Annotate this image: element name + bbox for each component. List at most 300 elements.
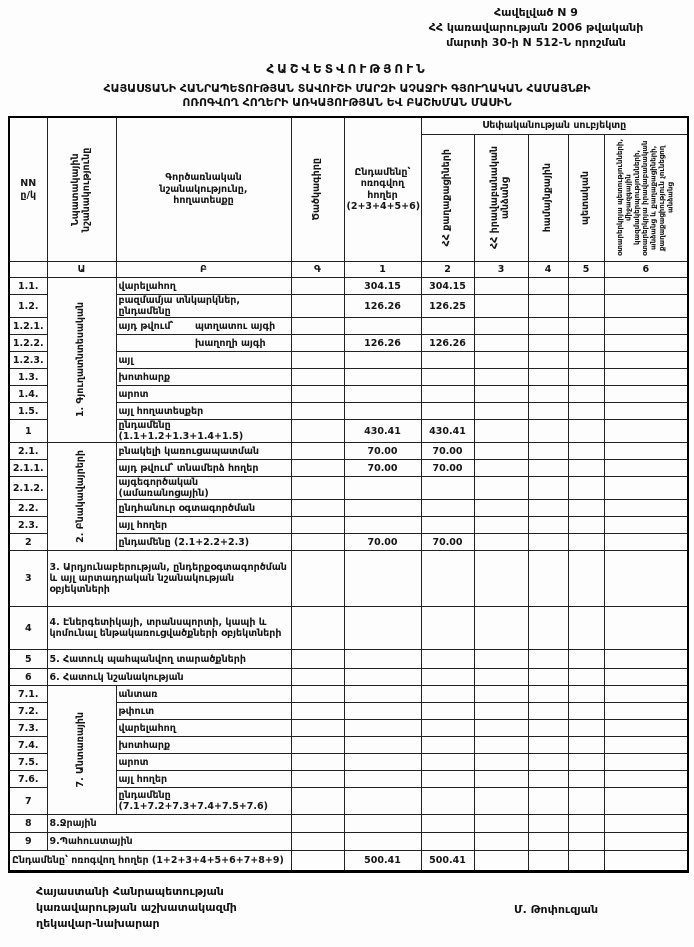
nn-label-line1: NN	[20, 178, 37, 190]
citizens-value-cell	[421, 788, 474, 815]
row-number-cell: 7.3.	[9, 720, 47, 737]
table-row	[9, 815, 688, 833]
row-number-cell: 2.1.	[9, 443, 47, 460]
community-value-cell	[528, 403, 568, 420]
total-irrigated-cell	[344, 815, 421, 833]
community-value-cell	[528, 517, 568, 534]
total-irrigated-cell	[344, 369, 421, 386]
foreign-value-cell	[604, 833, 688, 851]
legal-entities-value-cell	[474, 737, 528, 754]
land-type-label-cell: 8.Ջրային	[47, 815, 291, 833]
code-value-cell	[291, 815, 344, 833]
state-value-cell	[568, 720, 604, 737]
category-group-label: 7. Անտառային	[75, 712, 87, 788]
state-value-cell	[568, 771, 604, 788]
label-left	[119, 338, 196, 349]
total-irrigated-cell: 70.00	[344, 443, 421, 460]
header-nn	[9, 117, 47, 262]
community-value-cell	[528, 815, 568, 833]
total-irrigated-cell	[344, 650, 421, 669]
legal-entities-value-cell	[474, 278, 528, 295]
community-value-cell	[528, 335, 568, 352]
state-value-cell	[568, 460, 604, 477]
foreign-value-cell	[604, 500, 688, 517]
community-value-cell	[528, 720, 568, 737]
legal-entities-value-cell	[474, 443, 528, 460]
foreign-value-cell	[604, 851, 688, 872]
state-value-cell	[568, 851, 604, 872]
code-value-cell	[291, 403, 344, 420]
header-functional	[116, 117, 291, 262]
table-row	[9, 833, 688, 851]
code-value-cell	[291, 278, 344, 295]
header-owner-community	[528, 135, 568, 262]
footer-line: ղեկավար-նախարար	[36, 916, 160, 930]
row-number-cell: 1.1.	[9, 278, 47, 295]
header-code	[291, 117, 344, 262]
letter-cell: Ա	[47, 262, 116, 278]
legal-entities-value-cell	[474, 517, 528, 534]
letter-cell	[9, 262, 47, 278]
land-type-label-cell: այդ թվում՝ տնամերձ հողեր	[116, 460, 291, 477]
legal-entities-value-cell	[474, 754, 528, 771]
total-irrigated-cell: 430.41	[344, 420, 421, 443]
legal-entities-value-cell	[474, 477, 528, 500]
state-value-cell	[568, 443, 604, 460]
citizens-value-cell: 500.41	[421, 851, 474, 872]
land-type-label-cell: այլ հողեր	[116, 771, 291, 788]
row-number-cell: 1	[9, 420, 47, 443]
legal-entities-value-cell	[474, 335, 528, 352]
code-value-cell	[291, 517, 344, 534]
header-ownership-group: Սեփականության սուբյեկտը	[421, 117, 688, 135]
land-type-label-cell: վարելահող	[116, 720, 291, 737]
header-total	[344, 117, 421, 262]
community-value-cell	[528, 443, 568, 460]
land-type-label-cell: խոտհարք	[116, 737, 291, 754]
total-irrigated-cell	[344, 737, 421, 754]
legal-entities-value-cell	[474, 833, 528, 851]
citizens-value-cell	[421, 720, 474, 737]
letter-cell: Գ	[291, 262, 344, 278]
code-value-cell	[291, 443, 344, 460]
total-irrigated-cell: 126.26	[344, 295, 421, 318]
land-type-label-cell: 3. Արդյունաբերության, ընդերքօգտագործման և այլ արտադրական նշանակության օբյեկտների	[47, 551, 291, 607]
citizens-value-cell	[421, 500, 474, 517]
state-value-cell	[568, 295, 604, 318]
citizens-value-cell	[421, 815, 474, 833]
row-number-cell: 6	[9, 669, 47, 686]
legal-entities-value-cell	[474, 771, 528, 788]
state-value-cell	[568, 318, 604, 335]
state-value-cell	[568, 517, 604, 534]
row-number-cell: 1.2.2.	[9, 335, 47, 352]
total-irrigated-cell	[344, 669, 421, 686]
community-value-cell	[528, 420, 568, 443]
letter-cell: Բ	[116, 262, 291, 278]
foreign-value-cell	[604, 771, 688, 788]
legal-entities-value-cell	[474, 851, 528, 872]
legal-entities-value-cell	[474, 500, 528, 517]
legal-entities-value-cell	[474, 720, 528, 737]
legal-entities-value-cell	[474, 686, 528, 703]
code-value-cell	[291, 703, 344, 720]
purpose-label: Նպատակային նշանակությունը	[69, 147, 92, 232]
row-number-cell: 1.2.1.	[9, 318, 47, 335]
code-value-cell	[291, 720, 344, 737]
foreign-value-cell	[604, 703, 688, 720]
state-value-cell	[568, 352, 604, 369]
total-irrigated-cell	[344, 686, 421, 703]
code-value-cell	[291, 369, 344, 386]
row-number-cell: 5	[9, 650, 47, 669]
citizens-value-cell	[421, 737, 474, 754]
foreign-value-cell	[604, 318, 688, 335]
legal-entities-value-cell	[474, 386, 528, 403]
total-irrigated-cell: 126.26	[344, 335, 421, 352]
community-value-cell	[528, 278, 568, 295]
land-type-label-cell: արոտ	[116, 386, 291, 403]
land-type-label-cell: բնակելի կառուցապատման	[116, 443, 291, 460]
code-value-cell	[291, 737, 344, 754]
land-type-label-cell: վարելահող	[116, 278, 291, 295]
code-value-cell	[291, 352, 344, 369]
community-value-cell	[528, 551, 568, 607]
citizens-value-cell: 126.26	[421, 335, 474, 352]
signatory-position	[36, 884, 237, 932]
letter-cell: 4	[528, 262, 568, 278]
label-right: պտղատու այգի	[195, 320, 276, 332]
land-type-label-cell: թփուտ	[116, 703, 291, 720]
row-number-cell: 9	[9, 833, 47, 851]
citizens-value-cell	[421, 352, 474, 369]
land-type-label-cell	[116, 788, 291, 815]
total-irrigated-cell: 500.41	[344, 851, 421, 872]
land-type-label-cell: այլ հողատեսքեր	[116, 403, 291, 420]
foreign-value-cell	[604, 403, 688, 420]
owner-community-label: համայնքային	[541, 163, 553, 233]
code-value-cell	[291, 420, 344, 443]
citizens-value-cell	[421, 686, 474, 703]
owner-foreign-label: օտարերկրյա պետությունների, միջազգային կազմակերպությունների, օտարերկրյա իրավաբանական անձանց և քաղաքացիների, քաղաքացիություն չունեցող անձանց	[616, 139, 675, 257]
citizens-value-cell	[421, 771, 474, 788]
land-type-label-cell: 4. Էներգետիկայի, տրանսպորտի, կապի և կոմունալ ենթակառուցվածքների օբյեկտների	[47, 607, 291, 650]
state-value-cell	[568, 815, 604, 833]
header-owner-citizens	[421, 135, 474, 262]
legal-entities-value-cell	[474, 650, 528, 669]
total-irrigated-cell	[344, 403, 421, 420]
legal-entities-value-cell	[474, 295, 528, 318]
total-irrigated-cell	[344, 788, 421, 815]
label-line2: (7.1+7.2+7.3+7.4+7.5+7.6)	[118, 801, 268, 812]
table-row	[9, 278, 688, 295]
legal-entities-value-cell	[474, 460, 528, 477]
land-type-label-cell: արոտ	[116, 754, 291, 771]
row-number-cell: 8	[9, 815, 47, 833]
community-value-cell	[528, 737, 568, 754]
foreign-value-cell	[604, 335, 688, 352]
land-type-label-cell	[116, 335, 291, 352]
code-value-cell	[291, 754, 344, 771]
code-value-cell	[291, 477, 344, 500]
code-value-cell	[291, 851, 344, 872]
foreign-value-cell	[604, 352, 688, 369]
community-value-cell	[528, 650, 568, 669]
land-type-label-cell: ընդամենը (1.1+1.2+1.3+1.4+1.5)	[116, 420, 291, 443]
total-label: Ընդամենը՝ ոռոգվող հողեր (2+3+4+5+6)	[346, 166, 421, 212]
foreign-value-cell	[604, 669, 688, 686]
category-group-label: 1. Գյուղատնտեսական	[75, 302, 87, 418]
citizens-value-cell: 70.00	[421, 534, 474, 551]
row-number-cell: 3	[9, 551, 47, 607]
state-value-cell	[568, 278, 604, 295]
land-type-label-cell: ընդամենը (2.1+2.2+2.3)	[116, 534, 291, 551]
foreign-value-cell	[604, 551, 688, 607]
legal-entities-value-cell	[474, 551, 528, 607]
code-value-cell	[291, 534, 344, 551]
foreign-value-cell	[604, 369, 688, 386]
citizens-value-cell: 304.15	[421, 278, 474, 295]
category-group-cell	[47, 443, 116, 551]
table-row	[9, 650, 688, 669]
category-group-cell	[47, 686, 116, 815]
functional-label: Գործառնական նշանակությունը, հողատեսքը	[159, 172, 248, 207]
page-subtitle	[0, 82, 694, 111]
foreign-value-cell	[604, 754, 688, 771]
land-type-label-cell: ընդհանուր օգտագործման	[116, 500, 291, 517]
citizens-value-cell	[421, 403, 474, 420]
state-value-cell	[568, 551, 604, 607]
foreign-value-cell	[604, 477, 688, 500]
row-number-cell: 7.1.	[9, 686, 47, 703]
state-value-cell	[568, 754, 604, 771]
footer-line: կառավարության աշխատակազմի	[36, 900, 237, 914]
land-type-label-cell: 9.Պահուստային	[47, 833, 291, 851]
foreign-value-cell	[604, 278, 688, 295]
appendix-line: ՀՀ կառավարության 2006 թվականի	[428, 20, 644, 34]
foreign-value-cell	[604, 443, 688, 460]
state-value-cell	[568, 335, 604, 352]
foreign-value-cell	[604, 386, 688, 403]
row-number-cell: 2.3.	[9, 517, 47, 534]
total-irrigated-cell	[344, 500, 421, 517]
letter-cell: 3	[474, 262, 528, 278]
code-value-cell	[291, 386, 344, 403]
legal-entities-value-cell	[474, 369, 528, 386]
header-row-top	[9, 117, 688, 135]
code-value-cell	[291, 500, 344, 517]
code-value-cell	[291, 833, 344, 851]
legal-entities-value-cell	[474, 607, 528, 650]
letter-cell: 5	[568, 262, 604, 278]
citizens-value-cell: 430.41	[421, 420, 474, 443]
header-row-letters	[9, 262, 688, 278]
citizens-value-cell	[421, 754, 474, 771]
code-value-cell	[291, 771, 344, 788]
code-label: Ծածկագիրը	[311, 158, 323, 221]
foreign-value-cell	[604, 607, 688, 650]
row-number-cell: 1.2.3.	[9, 352, 47, 369]
total-irrigated-cell	[344, 551, 421, 607]
state-value-cell	[568, 669, 604, 686]
community-value-cell	[528, 607, 568, 650]
label-right: խաղողի այգի	[195, 337, 266, 349]
state-value-cell	[568, 369, 604, 386]
table-row	[9, 686, 688, 703]
state-value-cell	[568, 534, 604, 551]
row-number-cell: 1.3.	[9, 369, 47, 386]
letter-cell: 6	[604, 262, 688, 278]
code-value-cell	[291, 335, 344, 352]
community-value-cell	[528, 703, 568, 720]
appendix-line: Հավելված N 9	[494, 6, 578, 19]
nn-label-line2: ը/կ	[20, 189, 37, 201]
legal-entities-value-cell	[474, 420, 528, 443]
code-value-cell	[291, 460, 344, 477]
foreign-value-cell	[604, 788, 688, 815]
legal-entities-value-cell	[474, 352, 528, 369]
owner-citizens-label: ՀՀ քաղաքացիների	[441, 149, 453, 247]
row-number-cell: 7.2.	[9, 703, 47, 720]
citizens-value-cell	[421, 833, 474, 851]
land-type-label-cell: խոտհարք	[116, 369, 291, 386]
foreign-value-cell	[604, 737, 688, 754]
letter-cell: 1	[344, 262, 421, 278]
community-value-cell	[528, 318, 568, 335]
community-value-cell	[528, 295, 568, 318]
code-value-cell	[291, 607, 344, 650]
total-irrigated-cell: 70.00	[344, 460, 421, 477]
category-group-label: 2. Բնակավայրերի	[75, 450, 87, 543]
state-value-cell	[568, 420, 604, 443]
report-table	[8, 116, 689, 873]
total-irrigated-cell	[344, 833, 421, 851]
land-type-label-cell: այլ հողեր	[116, 517, 291, 534]
foreign-value-cell	[604, 720, 688, 737]
community-value-cell	[528, 477, 568, 500]
page-title: ՀԱՇՎԵՏՎՈՒԹՅՈՒՆ	[266, 62, 428, 76]
header-owner-foreign	[604, 135, 688, 262]
table-header	[9, 117, 688, 278]
owner-legal-entities-label: ՀՀ իրավաբանական անձանց	[489, 146, 511, 250]
citizens-value-cell	[421, 369, 474, 386]
row-number-cell: 2.1.2.	[9, 477, 47, 500]
subtitle-line: ՀԱՅԱՍՏԱՆԻ ՀԱՆՐԱՊԵՏՈՒԹՅԱՆ ՏԱՎՈՒՇԻ ՄԱՐԶԻ ԱՉԱՋՐԻ ԳՅՈՒՂԱԿԱՆ ՀԱՄԱՅՆՔԻ	[103, 82, 591, 95]
state-value-cell	[568, 737, 604, 754]
legal-entities-value-cell	[474, 534, 528, 551]
land-type-label-cell	[116, 318, 291, 335]
citizens-value-cell	[421, 551, 474, 607]
land-type-label-cell: այգեգործական (ամառանոցային)	[116, 477, 291, 500]
citizens-value-cell	[421, 607, 474, 650]
state-value-cell	[568, 386, 604, 403]
land-type-label-cell: անտառ	[116, 686, 291, 703]
row-number-cell: 4	[9, 607, 47, 650]
label-line1: ընդամենը	[118, 790, 171, 801]
citizens-value-cell	[421, 517, 474, 534]
citizens-value-cell: 70.00	[421, 460, 474, 477]
category-group-cell	[47, 278, 116, 443]
state-value-cell	[568, 703, 604, 720]
foreign-value-cell	[604, 295, 688, 318]
total-irrigated-cell	[344, 720, 421, 737]
citizens-value-cell	[421, 650, 474, 669]
code-value-cell	[291, 551, 344, 607]
header-owner-legal-entities	[474, 135, 528, 262]
row-number-cell: 7	[9, 788, 47, 815]
land-type-label-cell: 6. Հատուկ նշանակության	[47, 669, 291, 686]
total-irrigated-cell	[344, 703, 421, 720]
foreign-value-cell	[604, 517, 688, 534]
table-row	[9, 443, 688, 460]
state-value-cell	[568, 500, 604, 517]
total-irrigated-cell	[344, 607, 421, 650]
state-value-cell	[568, 788, 604, 815]
row-number-cell: 7.4.	[9, 737, 47, 754]
row-number-cell: 7.6.	[9, 771, 47, 788]
total-irrigated-cell	[344, 771, 421, 788]
row-number-cell: 1.4.	[9, 386, 47, 403]
community-value-cell	[528, 460, 568, 477]
letter-cell: 2	[421, 262, 474, 278]
community-value-cell	[528, 754, 568, 771]
appendix-reference	[386, 6, 686, 51]
state-value-cell	[568, 477, 604, 500]
community-value-cell	[528, 386, 568, 403]
citizens-value-cell	[421, 703, 474, 720]
state-value-cell	[568, 403, 604, 420]
header-purpose	[47, 117, 116, 262]
legal-entities-value-cell	[474, 815, 528, 833]
code-value-cell	[291, 295, 344, 318]
appendix-line: մարտի 30-ի N 512-Ն որոշման	[446, 35, 626, 49]
total-irrigated-cell: 70.00	[344, 534, 421, 551]
state-value-cell	[568, 686, 604, 703]
land-type-label-cell: բազմամյա տնկարկներ, ընդամենը	[116, 295, 291, 318]
state-value-cell	[568, 650, 604, 669]
community-value-cell	[528, 500, 568, 517]
foreign-value-cell	[604, 534, 688, 551]
community-value-cell	[528, 686, 568, 703]
community-value-cell	[528, 788, 568, 815]
row-number-cell: 7.5.	[9, 754, 47, 771]
total-irrigated-cell: 304.15	[344, 278, 421, 295]
table-row	[9, 551, 688, 607]
citizens-value-cell	[421, 669, 474, 686]
code-value-cell	[291, 318, 344, 335]
total-irrigated-cell	[344, 318, 421, 335]
total-row-label: Ընդամենը՝ ոռոգվող հողեր (1+2+3+4+5+6+7+8+9)	[9, 851, 291, 872]
community-value-cell	[528, 534, 568, 551]
table-row	[9, 851, 688, 872]
land-type-label-cell: այլ	[116, 352, 291, 369]
citizens-value-cell	[421, 477, 474, 500]
community-value-cell	[528, 369, 568, 386]
legal-entities-value-cell	[474, 703, 528, 720]
community-value-cell	[528, 669, 568, 686]
row-number-cell: 1.5.	[9, 403, 47, 420]
total-irrigated-cell	[344, 386, 421, 403]
row-number-cell: 1.2.	[9, 295, 47, 318]
foreign-value-cell	[604, 420, 688, 443]
footer-line: Հայաստանի Հանրապետության	[36, 885, 224, 898]
report-table-body	[9, 278, 688, 872]
row-number-cell: 2.2.	[9, 500, 47, 517]
foreign-value-cell	[604, 460, 688, 477]
land-type-label-cell: 5. Հատուկ պահպանվող տարածքների	[47, 650, 291, 669]
subtitle-line: ՈՌՈԳՎՈՂ ՀՈՂԵՐԻ ԱՌԿԱՅՈՒԹՅԱՆ ԵՎ ԲԱՇԽՄԱՆ ՄԱՍԻՆ	[182, 96, 512, 110]
code-value-cell	[291, 686, 344, 703]
